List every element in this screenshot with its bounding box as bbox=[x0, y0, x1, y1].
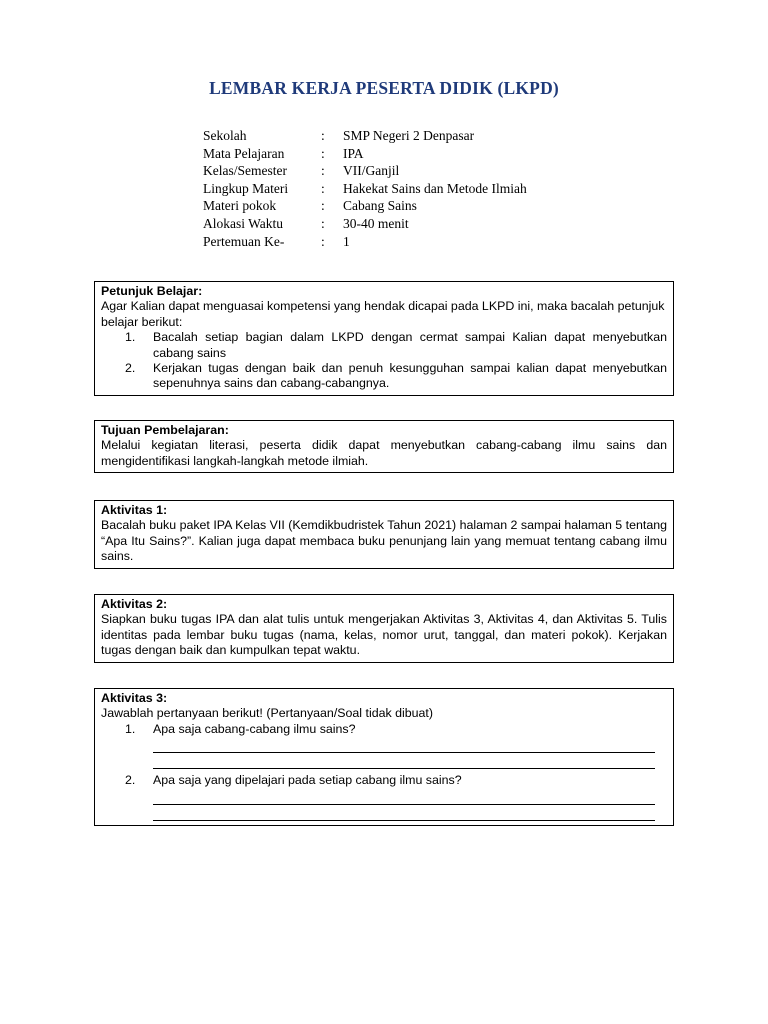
tujuan-pembelajaran-box bbox=[94, 420, 674, 473]
info-label: Materi pokok bbox=[203, 198, 277, 214]
tujuan-text: Melalui kegiatan literasi, peserta didik dapat menyebutkan cabang-cabang ilmu sains dan mengidentifikasi langkah-langkah metode ilmiah. bbox=[101, 438, 667, 468]
question-number: 2. bbox=[125, 773, 136, 788]
info-label: Alokasi Waktu bbox=[203, 215, 284, 231]
question-item bbox=[101, 773, 667, 788]
aktivitas-1-text: Bacalah buku paket IPA Kelas VII (Kemdikbudristek Tahun 2021) halaman 2 sampai halaman 5 tentang “Apa Itu Sains?”. Kalian juga dapat membaca buku penunjang lain yang memuat tentang cabang ilmu sains. bbox=[101, 518, 667, 564]
info-label: Lingkup Materi bbox=[203, 180, 289, 196]
info-row-kelas-semester bbox=[203, 162, 527, 180]
aktivitas-3-heading: Aktivitas 3: bbox=[101, 691, 168, 705]
info-colon: : bbox=[321, 128, 325, 143]
info-label: Kelas/Semester bbox=[203, 163, 287, 179]
answer-line[interactable] bbox=[153, 753, 655, 769]
question-text: Apa saja cabang-cabang ilmu sains? bbox=[153, 721, 356, 736]
info-row-mata-pelajaran bbox=[203, 145, 527, 163]
info-value: Cabang Sains bbox=[343, 198, 417, 214]
info-value: IPA bbox=[343, 145, 364, 161]
info-value: 30-40 menit bbox=[343, 215, 409, 231]
list-item bbox=[101, 361, 667, 392]
question-text: Apa saja yang dipelajari pada setiap cabang ilmu sains? bbox=[153, 773, 462, 788]
list-number: 1. bbox=[125, 330, 136, 345]
info-row-materi-pokok bbox=[203, 197, 527, 215]
page-title: LEMBAR KERJA PESERTA DIDIK (LKPD) bbox=[209, 78, 559, 98]
answer-line[interactable] bbox=[153, 805, 655, 821]
info-colon: : bbox=[321, 215, 325, 231]
info-colon: : bbox=[321, 163, 325, 179]
aktivitas-2-box bbox=[94, 594, 674, 663]
aktivitas-2-heading: Aktivitas 2: bbox=[101, 597, 168, 611]
info-value: 1 bbox=[343, 233, 350, 249]
petunjuk-intro: Agar Kalian dapat menguasai kompetensi yang hendak dicapai pada LKPD ini, maka bacalah petunjuk belajar berikut: bbox=[101, 299, 665, 329]
info-label: Mata Pelajaran bbox=[203, 145, 285, 161]
petunjuk-list bbox=[101, 330, 667, 392]
petunjuk-belajar-box bbox=[94, 281, 674, 396]
info-colon: : bbox=[321, 233, 325, 249]
info-label: Sekolah bbox=[203, 128, 247, 143]
question-number: 1. bbox=[125, 721, 136, 736]
list-number: 2. bbox=[125, 361, 136, 376]
aktivitas-2-text: Siapkan buku tugas IPA dan alat tulis untuk mengerjakan Aktivitas 3, Aktivitas 4, dan Aktivitas 5. Tulis identitas pada lembar buku tugas (nama, kelas, nomor urut, tanggal, dan materi pokok). Kerjakan tugas dengan baik dan kumpulkan tepat waktu. bbox=[101, 612, 667, 658]
tujuan-heading: Tujuan Pembelajaran: bbox=[101, 423, 229, 437]
info-value: SMP Negeri 2 Denpasar bbox=[343, 128, 475, 143]
aktivitas-3-box bbox=[94, 688, 674, 826]
identity-table bbox=[203, 127, 527, 250]
answer-line[interactable] bbox=[153, 789, 655, 805]
info-row-alokasi-waktu bbox=[203, 215, 527, 233]
info-row-pertemuan bbox=[203, 233, 527, 251]
info-colon: : bbox=[321, 145, 325, 161]
info-value: VII/Ganjil bbox=[343, 163, 400, 179]
answer-line[interactable] bbox=[153, 737, 655, 753]
list-item bbox=[101, 330, 667, 361]
question-item bbox=[101, 722, 667, 737]
petunjuk-heading: Petunjuk Belajar: bbox=[101, 284, 203, 298]
info-colon: : bbox=[321, 180, 325, 196]
list-item-text: Kerjakan tugas dengan baik dan penuh kesungguhan sampai kalian dapat menyebutkan sepenuhnya sains dan cabang-cabangnya. bbox=[153, 361, 667, 391]
aktivitas-1-box bbox=[94, 500, 674, 569]
info-value: Hakekat Sains dan Metode Ilmiah bbox=[343, 180, 527, 196]
info-label: Pertemuan Ke- bbox=[203, 233, 285, 249]
aktivitas-3-intro: Jawablah pertanyaan berikut! (Pertanyaan/Soal tidak dibuat) bbox=[101, 706, 434, 721]
aktivitas-1-heading: Aktivitas 1: bbox=[101, 503, 168, 517]
info-colon: : bbox=[321, 198, 325, 214]
list-item-text: Bacalah setiap bagian dalam LKPD dengan cermat sampai Kalian dapat menyebutkan cabang sains bbox=[153, 330, 667, 360]
info-row-lingkup-materi bbox=[203, 180, 527, 198]
info-row-sekolah bbox=[203, 127, 527, 145]
